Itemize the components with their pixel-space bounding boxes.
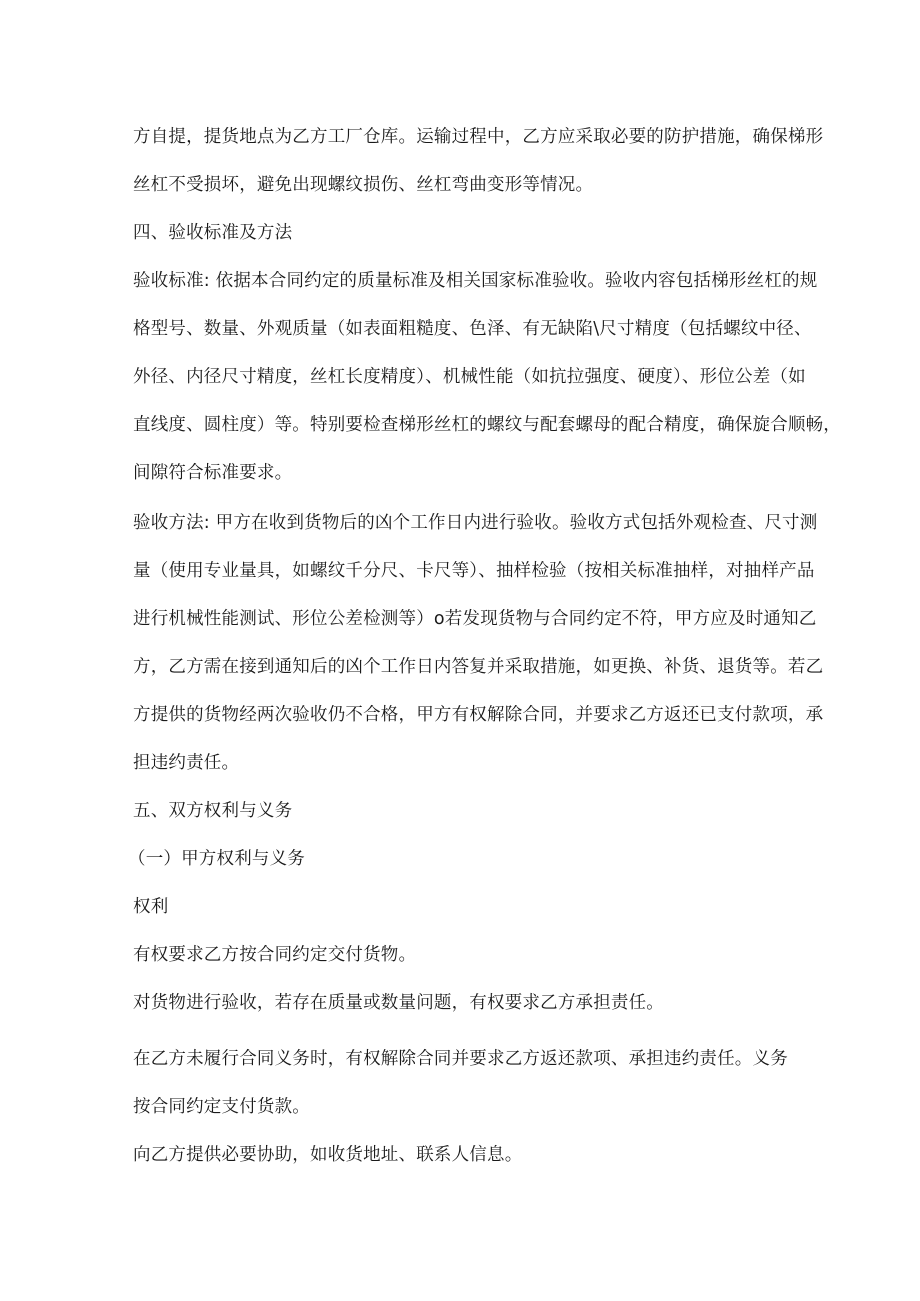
section-heading: 四、验收标准及方法	[133, 223, 293, 243]
list-item: 在乙方未履行合同义务时，有权解除合同并要求乙方返还款项、承担违约责任。义务	[133, 1049, 788, 1069]
paragraph-line: 方，乙方需在接到通知后的凶个工作日内答复并采取措施，如更换、补货、退货等。若乙	[133, 657, 824, 677]
subheading-rights: 权利	[133, 897, 169, 917]
subsection-heading: （一）甲方权利与义务	[128, 849, 305, 869]
paragraph-line: 进行机械性能测试、形位公差检测等）o若发现货物与合同约定不符，甲方应及时通知乙	[133, 609, 817, 629]
paragraph-line: 外径、内径尺寸精度，丝杠长度精度）、机械性能（如抗拉强度、硬度）、形位公差（如	[133, 367, 806, 387]
list-item: 向乙方提供必要协助，如收货地址、联系人信息。	[133, 1145, 523, 1165]
paragraph-line: 验收方法: 甲方在收到货物后的凶个工作日内进行验收。验收方式包括外观检查、尺寸测	[133, 513, 818, 533]
paragraph-line: 直线度、圆柱度）等。特别要检查梯形丝杠的螺纹与配套螺母的配合精度，确保旋合顺畅，	[133, 415, 841, 435]
paragraph-line: 验收标准: 依据本合同约定的质量标准及相关国家标准验收。验收内容包括梯形丝杠的规	[133, 271, 818, 291]
list-item: 按合同约定支付货款。	[133, 1097, 310, 1117]
paragraph-line: 间隙符合标准要求。	[133, 463, 293, 483]
paragraph-line: 方提供的货物经两次验收仍不合格，甲方有权解除合同，并要求乙方返还已支付款项，承	[133, 705, 824, 725]
section-heading: 五、双方权利与义务	[133, 801, 293, 821]
list-item: 对货物进行验收，若存在质量或数量问题，有权要求乙方承担责任。	[133, 993, 664, 1013]
paragraph-line: 格型号、数量、外观质量（如表面粗糙度、色泽、有无缺陷\尺寸精度（包括螺纹中径、	[133, 319, 812, 339]
paragraph-line: 担违约责任。	[133, 753, 240, 773]
paragraph-line: 丝杠不受损坏，避免出现螺纹损伤、丝杠弯曲变形等情况。	[133, 175, 594, 195]
paragraph-line: 量（使用专业量具，如螺纹千分尺、卡尺等）、抽样检验（按相关标准抽样，对抽样产品	[133, 561, 815, 581]
paragraph-line: 方自提，提货地点为乙方工厂仓库。运输过程中，乙方应采取必要的防护措施，确保梯形	[133, 127, 824, 147]
list-item: 有权要求乙方按合同约定交付货物。	[133, 945, 417, 965]
